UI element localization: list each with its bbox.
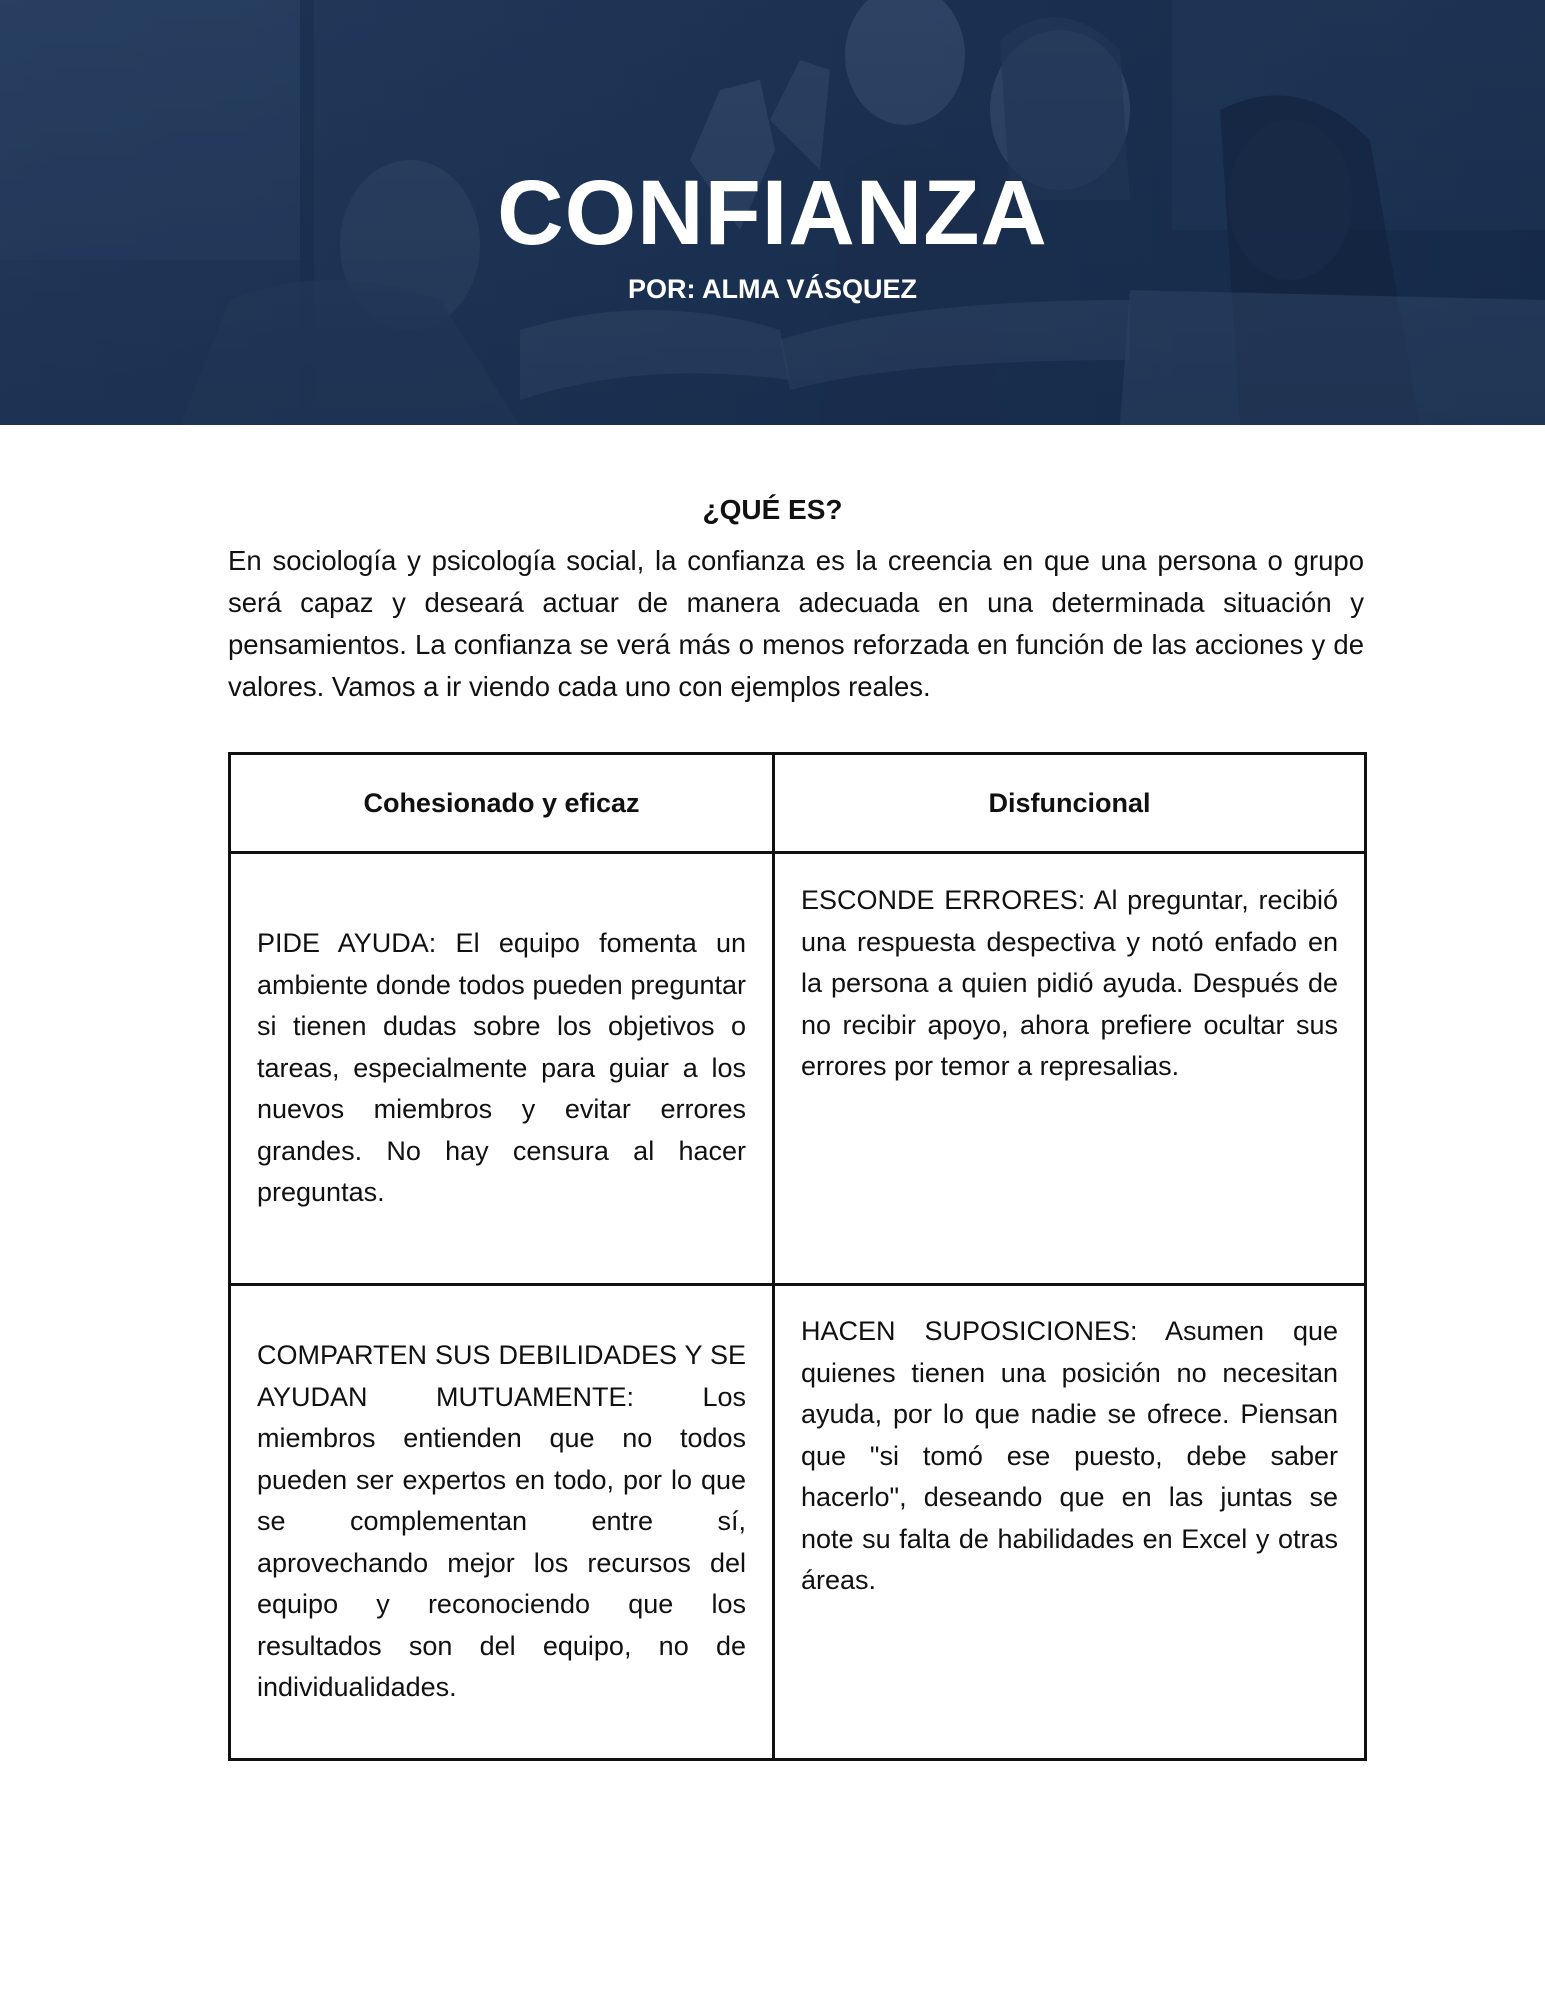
- intro-paragraph: En sociología y psicología social, la confianza es la creencia en que una persona o grupo será capaz y deseará actuar de manera adecuada en una determinada situación y pensamientos. La confianza se verá más o menos reforzada en función de las acciones y de valores. Vamos a ir viendo cada uno con ejemplos reales.: [228, 545, 1364, 702]
- table-header-row: [230, 754, 1366, 853]
- page-title: CONFIANZA: [497, 162, 1048, 264]
- table-cell-dysfunctional: HACEN SUPOSICIONES: Asumen que quienes tienen una posición no necesitan ayuda, por lo que nadie se ofrece. Piensan que "si tomó ese puesto, debe saber hacerlo", deseando que en las juntas se note su falta de habilidades en Excel y otras áreas.: [774, 1285, 1366, 1760]
- section-heading: ¿QUÉ ES?: [702, 494, 843, 525]
- header-banner: [0, 0, 1545, 425]
- table-cell-cohesive: PIDE AYUDA: El equipo fomenta un ambiente donde todos pueden preguntar si tienen dudas sobre los objetivos o tareas, especialmente para guiar a los nuevos miembros y evitar errores grandes. No hay censura al hacer preguntas.: [230, 853, 774, 1285]
- column-header-dysfunctional: Disfuncional: [774, 754, 1366, 853]
- table-cell-cohesive: COMPARTEN SUS DEBILIDADES Y SE AYUDAN MUTUAMENTE: Los miembros entienden que no todos pueden ser expertos en todo, por lo que se complementan entre sí, aprovechando mejor los recursos del equipo y reconociendo que los resultados son del equipo, no de individualidades.: [230, 1285, 774, 1760]
- column-header-cohesive: Cohesionado y eficaz: [230, 754, 774, 853]
- table-cell-dysfunctional: ESCONDE ERRORES: Al preguntar, recibió una respuesta despectiva y notó enfado en la persona a quien pidió ayuda. Después de no recibir apoyo, ahora prefiere ocultar sus errores por temor a represalias.: [774, 853, 1366, 1285]
- table-row: [230, 853, 1366, 1285]
- comparison-table: [228, 752, 1367, 1761]
- table-row: [230, 1285, 1366, 1760]
- author-byline: POR: ALMA VÁSQUEZ: [628, 274, 917, 304]
